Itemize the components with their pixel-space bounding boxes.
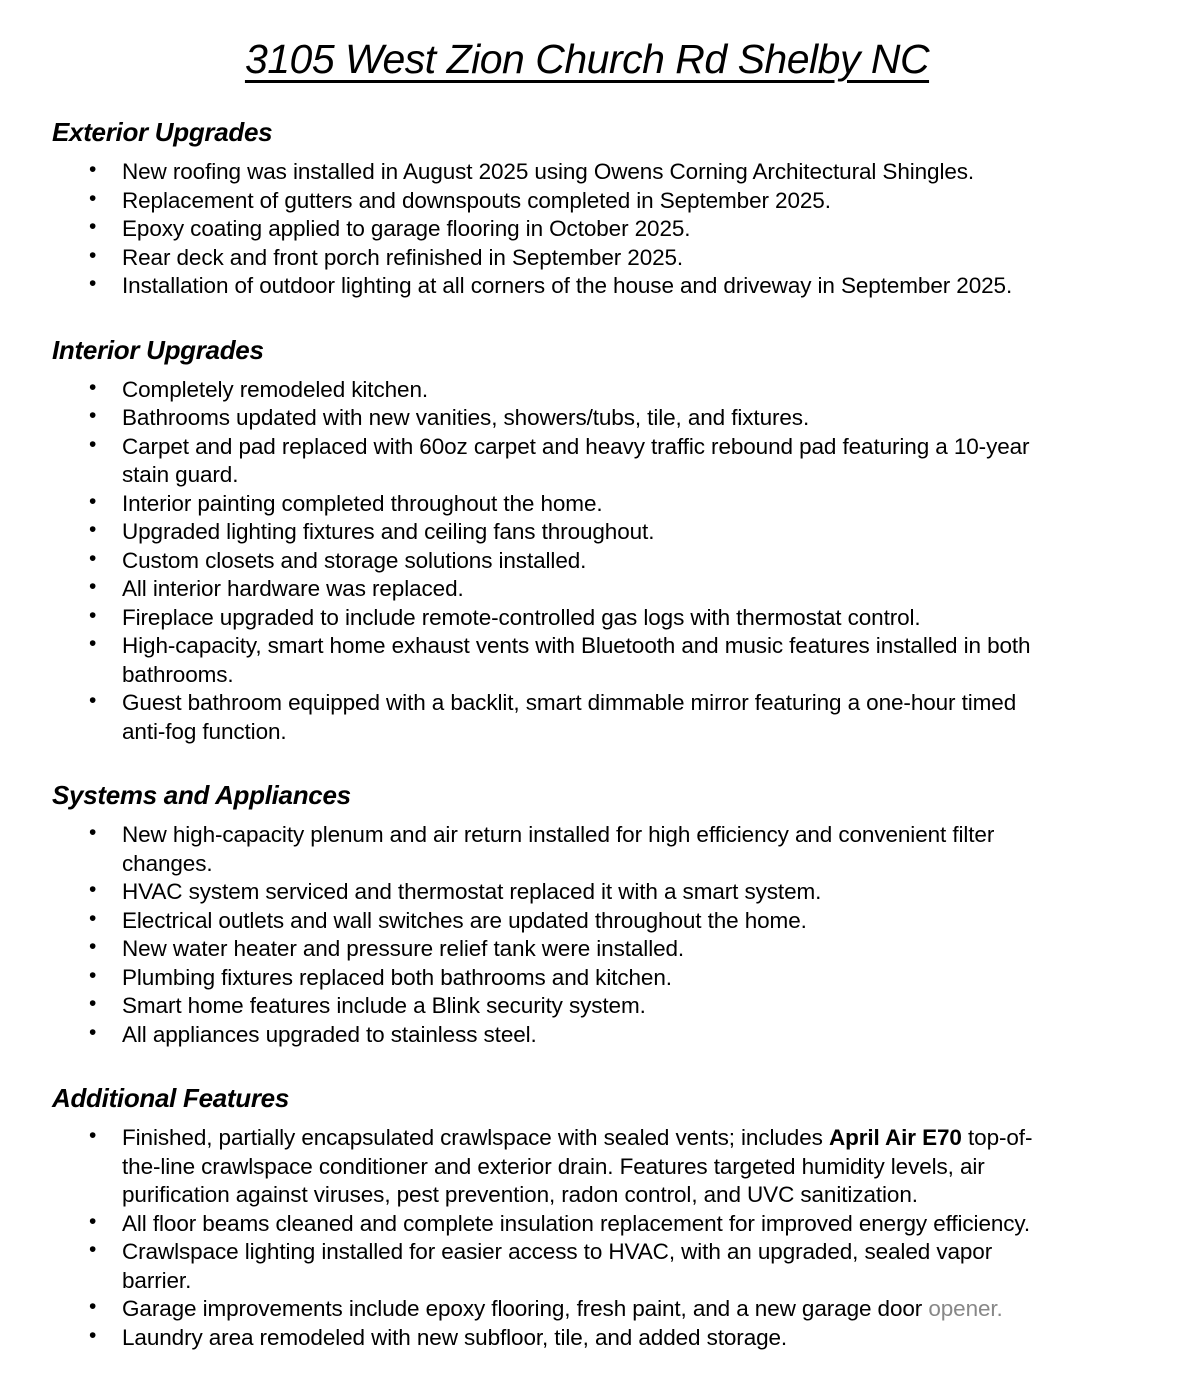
text-run: Installation of outdoor lighting at all corners of the house and driveway in September 2025. (122, 273, 1013, 298)
bullet-item (52, 1295, 1054, 1324)
text-run: Custom closets and storage solutions installed. (122, 547, 587, 573)
bullet-item (52, 575, 1054, 604)
bullet-list (52, 158, 1054, 301)
document-section (52, 117, 1122, 301)
document-section (52, 1083, 1122, 1352)
text-run: New roofing was installed in August 2025 using Owens Corning Architectural Shingles. (122, 159, 975, 184)
text-run: All floor beams cleaned and complete insulation replacement for improved energy efficiency. (122, 1210, 1031, 1236)
text-run: All interior hardware was replaced. (122, 576, 464, 601)
bullet-item (52, 1238, 1054, 1295)
text-run: Guest bathroom equipped with a backlit, smart dimmable mirror featuring a one-hour timed anti-fog function. (122, 690, 1017, 744)
bullet-item (52, 518, 1054, 547)
section-heading: Interior Upgrades (52, 334, 264, 365)
text-run: Plumbing fixtures replaced both bathrooms and kitchen. (122, 964, 672, 990)
bullet-item (52, 821, 1054, 878)
text-run: Finished, partially encapsulated crawlspace with sealed vents; includes (122, 1125, 829, 1150)
text-run: Bathrooms updated with new vanities, showers/tubs, tile, and fixtures. (122, 405, 810, 430)
muted-text-run: opener. (928, 1296, 1003, 1321)
bullet-item (52, 433, 1054, 490)
bullet-item (52, 272, 1054, 301)
text-run: Laundry area remodeled with new subfloor, tile, and added storage. (122, 1324, 788, 1350)
text-run: Upgraded lighting fixtures and ceiling fans throughout. (122, 519, 655, 544)
bullet-item (52, 907, 1054, 936)
bullet-list (52, 376, 1054, 747)
bullet-item (52, 547, 1054, 576)
bullet-item (52, 1324, 1054, 1353)
text-run: Garage improvements include epoxy flooring, fresh paint, and a new garage door (122, 1296, 929, 1321)
bullet-item (52, 604, 1054, 633)
bullet-item (52, 376, 1054, 405)
text-run: Electrical outlets and wall switches are updated throughout the home. (122, 907, 807, 933)
bullet-item (52, 1210, 1054, 1239)
bullet-item (52, 215, 1054, 244)
bullet-item (52, 187, 1054, 216)
bullet-item (52, 158, 1054, 187)
text-run: High-capacity, smart home exhaust vents with Bluetooth and music features installed in both bathrooms. (122, 633, 1031, 687)
text-run: New water heater and pressure relief tank were installed. (122, 936, 685, 961)
text-run: All appliances upgraded to stainless steel. (122, 1021, 537, 1047)
text-run: Interior painting completed throughout the home. (122, 490, 603, 516)
text-run: HVAC system serviced and thermostat replaced it with a smart system. (122, 879, 822, 904)
section-heading: Additional Features (52, 1083, 289, 1113)
bullet-item (52, 964, 1054, 993)
bullet-list (52, 821, 1054, 1049)
text-run: New high-capacity plenum and air return installed for high efficiency and convenient filter changes. (122, 822, 995, 876)
bullet-item (52, 935, 1054, 964)
document-section (52, 335, 1122, 747)
text-run: Epoxy coating applied to garage flooring in October 2025. (122, 216, 691, 241)
bullet-item (52, 689, 1054, 746)
bullet-item (52, 490, 1054, 519)
section-heading: Exterior Upgrades (52, 117, 273, 147)
sections-container (52, 117, 1122, 1352)
text-run: Replacement of gutters and downspouts completed in September 2025. (122, 187, 831, 213)
section-heading: Systems and Appliances (52, 780, 351, 810)
bullet-item (52, 1021, 1054, 1050)
text-run: Fireplace upgraded to include remote-controlled gas logs with thermostat control. (122, 604, 921, 630)
bullet-item (52, 878, 1054, 907)
bold-text-run: April Air E70 (828, 1125, 962, 1150)
bullet-item (52, 404, 1054, 433)
bullet-item (52, 244, 1054, 273)
text-run: Completely remodeled kitchen. (122, 376, 429, 402)
bullet-item (52, 632, 1054, 689)
bullet-list (52, 1124, 1054, 1352)
bullet-item (52, 992, 1054, 1021)
document-title: 3105 West Zion Church Rd Shelby NC (244, 36, 930, 82)
text-run: Carpet and pad replaced with 60oz carpet and heavy traffic rebound pad featuring a 10-year stain guard. (122, 433, 1030, 487)
bullet-item (52, 1124, 1054, 1210)
text-run: Crawlspace lighting installed for easier access to HVAC, with an upgraded, sealed vapor barrier. (122, 1239, 993, 1293)
text-run: top-of-the-line crawlspace conditioner and exterior drain. Features targeted humidity levels, air purification against viruses, pest prevention, radon control, and UVC sanitization. (122, 1125, 1033, 1207)
document-section (52, 780, 1122, 1049)
text-run: Rear deck and front porch refinished in September 2025. (122, 244, 684, 270)
text-run: Smart home features include a Blink security system. (122, 993, 646, 1018)
